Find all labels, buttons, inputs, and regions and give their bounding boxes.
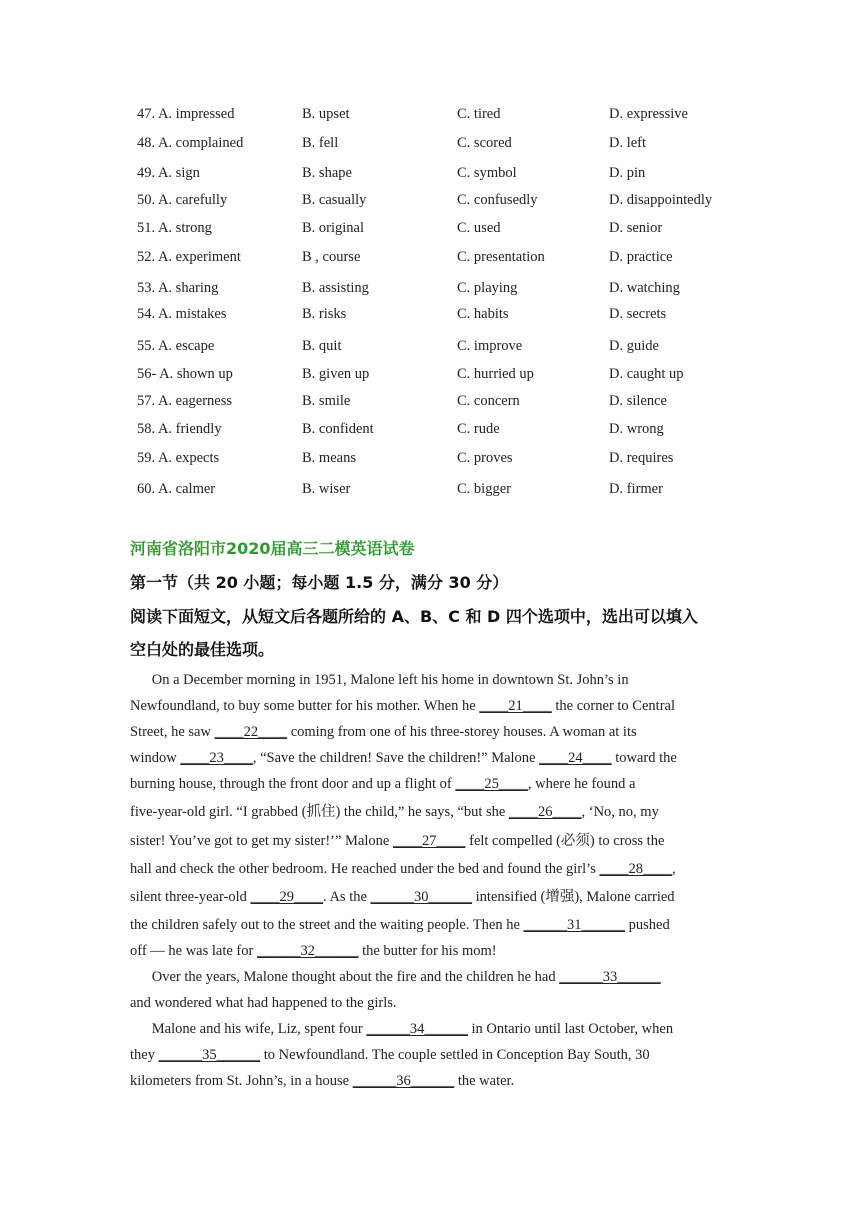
passage-text: pushed <box>625 917 670 933</box>
passage-text: burning house, through the front door and up a flight of <box>130 776 456 792</box>
passage-line <box>130 828 664 854</box>
answer-blank: ______34______ <box>366 1021 468 1037</box>
option-b: B. means <box>302 450 356 466</box>
passage-line <box>130 1016 673 1042</box>
option-d: D. practice <box>609 249 673 265</box>
option-d: D. wrong <box>609 421 664 437</box>
option-a: 60. A. calmer <box>137 481 216 497</box>
answer-blank: ____22____ <box>214 724 288 740</box>
passage-text: silent three-year-old <box>130 889 251 905</box>
passage-text: hall and check the other bedroom. He reached under the bed and found the girl’s <box>130 861 600 877</box>
passage-text: coming from one of his three-storey houses. A woman at its <box>287 724 637 740</box>
passage-line <box>130 912 670 938</box>
option-c: C. playing <box>457 280 518 296</box>
passage-text: off — he was late for <box>130 943 257 959</box>
option-d: D. disappointedly <box>609 192 713 208</box>
passage-line <box>130 856 676 882</box>
passage-text: to Newfoundland. The couple settled in Conception Bay South, 30 <box>260 1047 650 1063</box>
option-c: C. bigger <box>457 481 511 497</box>
option-d: D. secrets <box>609 306 667 322</box>
passage-line <box>130 799 659 825</box>
option-d: D. left <box>609 135 647 151</box>
option-b: B. assisting <box>302 280 369 296</box>
passage-text: in Ontario until last October, when <box>467 1021 674 1037</box>
option-a: 57. A. eagerness <box>137 393 233 409</box>
option-d: D. requires <box>609 450 674 466</box>
passage-text: sister! You’ve got to get my sister!’” Malone <box>130 833 393 849</box>
option-d: D. expressive <box>609 106 688 122</box>
option-b: B. wiser <box>302 481 351 497</box>
option-a: 53. A. sharing <box>137 280 219 296</box>
passage-text: felt compelled (必须) to cross the <box>465 833 665 849</box>
passage-line <box>130 884 675 910</box>
passage-text: On a December morning in 1951, Malone left his home in downtown St. John’s in <box>130 672 629 688</box>
option-b: B. given up <box>302 366 370 382</box>
instruction-line-2: 空白处的最佳选项。 <box>130 640 275 659</box>
option-d: D. silence <box>609 393 667 409</box>
option-b: B. smile <box>302 393 351 409</box>
option-c: C. presentation <box>457 249 545 265</box>
passage-text: kilometers from St. John’s, in a house <box>130 1073 353 1089</box>
answer-blank: ____28____ <box>599 861 672 877</box>
option-b: B , course <box>302 249 361 265</box>
passage-text: they <box>130 1047 159 1063</box>
answer-blank: ____27____ <box>392 833 466 849</box>
passage-line <box>130 745 677 771</box>
option-c: C. habits <box>457 306 509 322</box>
option-c: C. concern <box>457 393 520 409</box>
option-d: D. pin <box>609 165 646 181</box>
passage-line <box>130 693 675 719</box>
option-c: C. rude <box>457 421 500 437</box>
passage-text: , “Save the children! Save the children!” Malone <box>252 750 540 766</box>
passage-text: window <box>130 750 181 766</box>
option-b: B. risks <box>302 306 347 322</box>
passage-line <box>130 719 637 745</box>
passage-text: the corner to Central <box>551 698 675 714</box>
part-heading: 第一节（共 20 小题；每小题 1.5 分，满分 30 分） <box>130 573 509 592</box>
option-d: D. watching <box>609 280 680 296</box>
passage-line <box>130 771 635 797</box>
option-c: C. used <box>457 220 501 236</box>
passage-line <box>130 1042 650 1068</box>
answer-blank: ____24____ <box>539 750 612 766</box>
passage-text: intensified (增强), Malone carried <box>472 889 675 905</box>
option-a: 52. A. experiment <box>137 249 241 265</box>
answer-blank: ______31______ <box>523 917 626 933</box>
option-b: B. original <box>302 220 365 236</box>
passage-line <box>130 990 397 1016</box>
option-a: 54. A. mistakes <box>137 306 227 322</box>
option-c: C. confusedly <box>457 192 538 208</box>
answer-blank: ______35______ <box>158 1047 261 1063</box>
passage-text: five-year-old girl. “I grabbed (抓住) the child,” he says, “but she <box>130 804 509 820</box>
passage-text: . As the <box>323 889 371 905</box>
passage-text: , where he found a <box>527 776 636 792</box>
passage-line <box>130 964 661 990</box>
option-c: C. hurried up <box>457 366 534 382</box>
passage-text: , <box>671 861 676 877</box>
option-a: 55. A. escape <box>137 338 215 354</box>
option-d: D. senior <box>609 220 663 236</box>
option-d: D. guide <box>609 338 659 354</box>
option-b: B. quit <box>302 338 342 354</box>
passage-text: toward the <box>611 750 677 766</box>
option-b: B. casually <box>302 192 367 208</box>
option-c: C. scored <box>457 135 512 151</box>
option-a: 58. A. friendly <box>137 421 222 437</box>
passage-text: the butter for his mom! <box>358 943 497 959</box>
option-a: 49. A. sign <box>137 165 200 181</box>
passage-line <box>130 1068 514 1094</box>
option-a: 47. A. impressed <box>137 106 235 122</box>
answer-blank: ______30______ <box>370 889 473 905</box>
answer-blank: ____25____ <box>455 776 528 792</box>
option-a: 56- A. shown up <box>137 366 233 382</box>
option-b: B. shape <box>302 165 352 181</box>
passage-text: Over the years, Malone thought about the fire and the children he had <box>130 969 560 985</box>
option-a: 48. A. complained <box>137 135 244 151</box>
passage-text: the children safely out to the street and the waiting people. Then he <box>130 917 524 933</box>
option-d: D. firmer <box>609 481 663 497</box>
answer-blank: ______33______ <box>559 969 661 985</box>
option-c: C. symbol <box>457 165 517 181</box>
answer-blank: ____26____ <box>509 804 582 820</box>
option-a: 51. A. strong <box>137 220 212 236</box>
passage-line <box>130 667 629 693</box>
option-b: B. confident <box>302 421 374 437</box>
passage-text: Newfoundland, to buy some butter for his mother. When he <box>130 698 480 714</box>
passage-text: the water. <box>454 1073 515 1089</box>
answer-blank: ____23____ <box>180 750 253 766</box>
answer-blank: ______36______ <box>352 1073 455 1089</box>
passage-line <box>130 938 497 964</box>
passage-text: and wondered what had happened to the girls. <box>130 995 397 1011</box>
option-d: D. caught up <box>609 366 684 382</box>
option-a: 59. A. expects <box>137 450 220 466</box>
passage-text: , ‘No, no, my <box>581 804 659 820</box>
passage-text: Malone and his wife, Liz, spent four <box>130 1021 367 1037</box>
instruction-line-1: 阅读下面短文，从短文后各题所给的 A、B、C 和 D 四个选项中，选出可以填入 <box>130 607 698 626</box>
option-a: 50. A. carefully <box>137 192 228 208</box>
option-b: B. fell <box>302 135 339 151</box>
answer-blank: ____21____ <box>479 698 552 714</box>
answer-blank: ____29____ <box>250 889 323 905</box>
passage-text: Street, he saw <box>130 724 215 740</box>
option-c: C. tired <box>457 106 501 122</box>
option-b: B. upset <box>302 106 350 122</box>
exam-title: 河南省洛阳市2020届高三二模英语试卷 <box>130 539 415 558</box>
option-c: C. proves <box>457 450 513 466</box>
option-c: C. improve <box>457 338 523 354</box>
answer-blank: ______32______ <box>256 943 359 959</box>
